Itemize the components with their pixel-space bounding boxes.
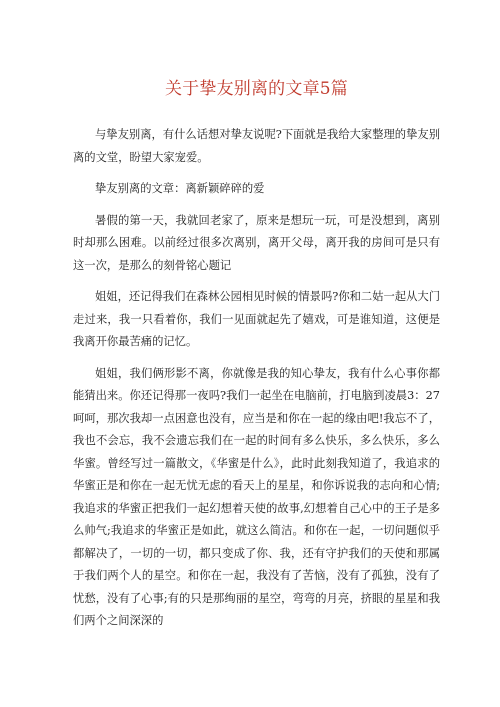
body-paragraph: 暑假的第一天，我就回老家了，原来是想玩一玩，可是没想到，离别时却那么困难。以前经过很多次离别，离开父母，离开我的房间可是只有这一次，是那么的刻骨铭心题记 bbox=[73, 213, 440, 272]
section-heading: 挚友别离的文章：离新颖碎碎的爱 bbox=[95, 182, 265, 195]
document-title: 关于挚友别离的文章5篇 bbox=[164, 79, 348, 99]
intro-paragraph: 与挚友别离，有什么话想对挚友说呢?下面就是我给大家整理的挚友别离的文堂，盼望大家宠爱。 bbox=[73, 128, 440, 164]
body-paragraph: 姐姐，还记得我们在森林公园相见时候的情景吗?你和二姑一起从大门走过来，我一只看着你，我们一见面就起先了嬉戏，可是谁知道，这便是我离开你最苦痛的记忆。 bbox=[73, 290, 440, 348]
body-paragraph: 姐姐，我们俩形影不离，你就像是我的知心挚友，我有什么心事你都能猜出来。你还记得那一夜吗?我们一起坐在电脑前，打电脑到凌晨3：27呵呵，那次我却一点困意也没有，应当是和你在一起的缘由吧!我忘不了，我也不会忘，我不会遗忘我们在一起的时间有多么快乐，多么快乐，多么华蜜。曾经写过一篇散文，《华蜜是什么》，此时此刻我知道了，我追求的华蜜正是和你在一起无忧无虑的看天上的星星，和你诉说我的志向和心情;我追求的华蜜正把我们一起幻想着天使的故事,幻想着自己心中的王子是多么帅气;我追求的华蜜正是如此，就这么简洁。和你在一起，一切问题似乎都解决了，一切的一切，都只变成了你、我，还有守护我们的天使和那属于我们两个人的星空。和你在一起，我没有了苦恼，没有了孤独，没有了忧愁，没有了心事;有的只是那绚丽的星空，弯弯的月亮，挤眼的星星和我们两个之间深深的 bbox=[73, 366, 440, 627]
